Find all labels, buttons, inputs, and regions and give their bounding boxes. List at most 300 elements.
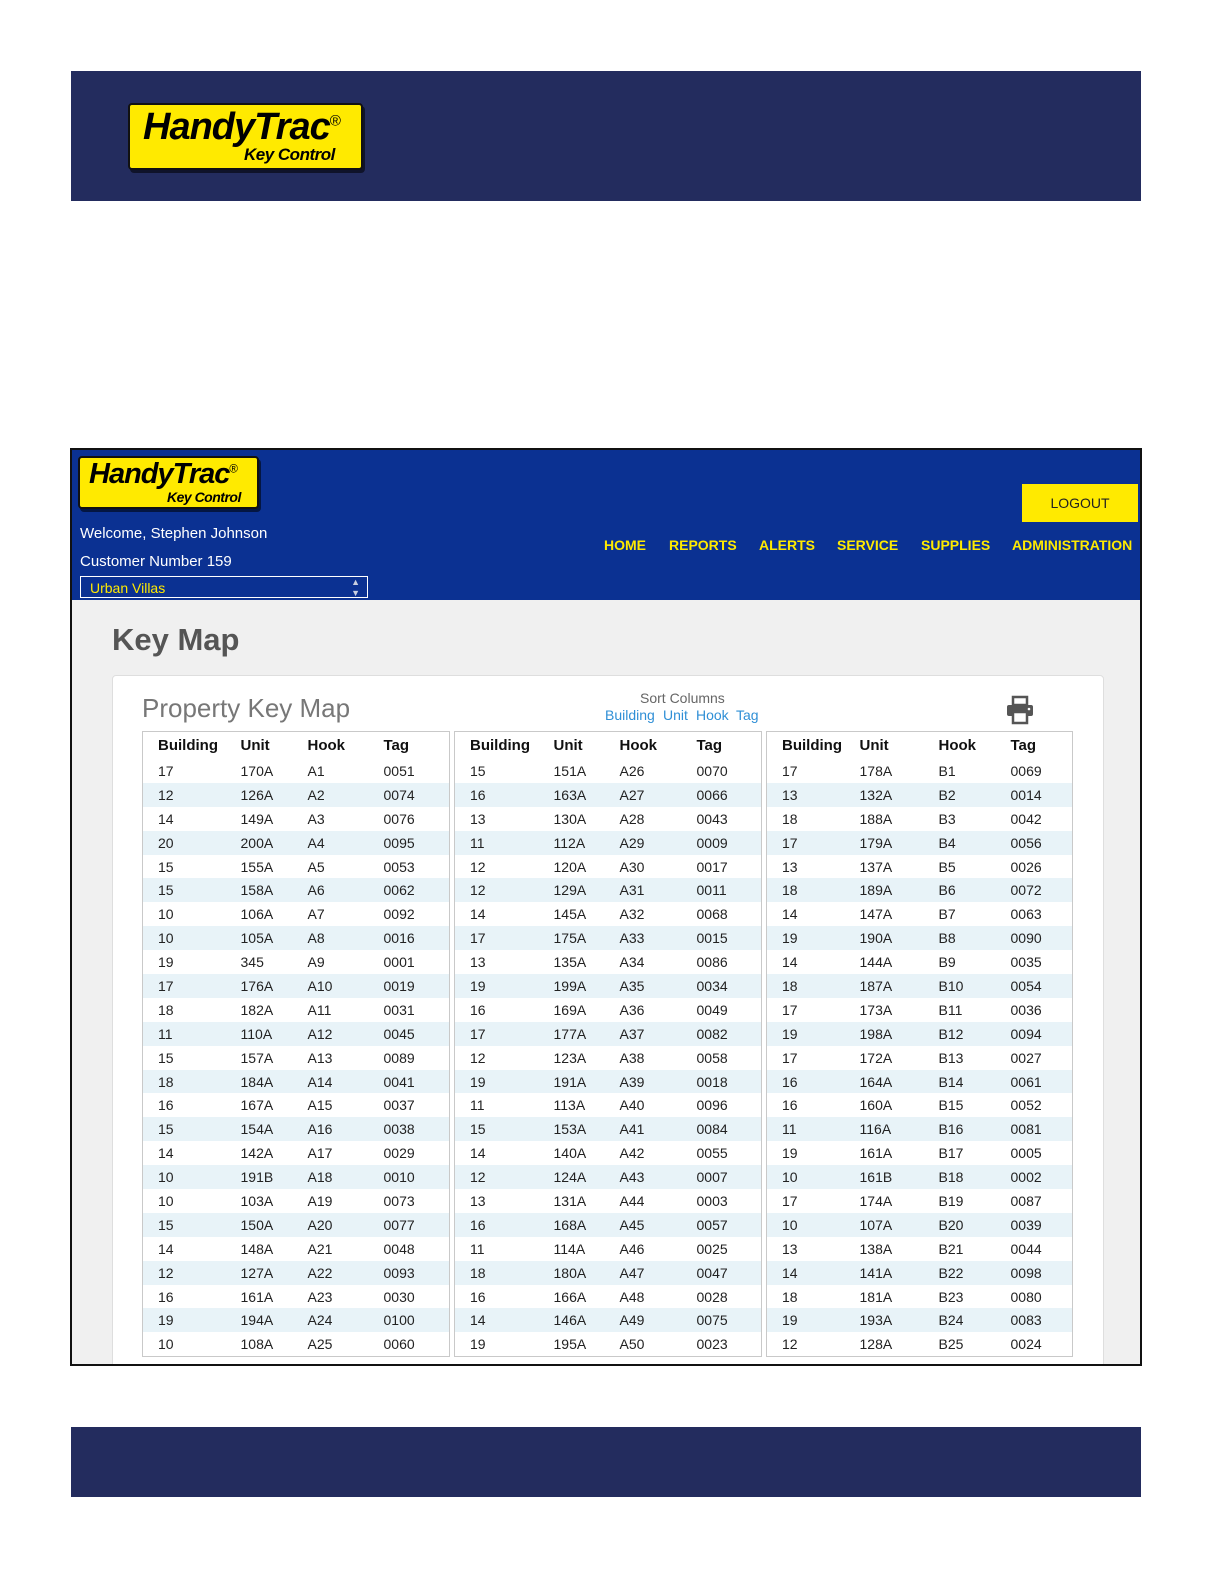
cell-building: 17 [782, 1001, 798, 1018]
cell-tag: 0061 [1011, 1070, 1073, 1094]
sort-unit-link[interactable]: Unit [663, 707, 688, 723]
cell-building: 10 [158, 1192, 174, 1209]
cell-unit: 160A [859, 1097, 893, 1114]
cell-unit: 113A [553, 1097, 586, 1114]
table-row [767, 1070, 1073, 1094]
cell-hook: A45 [620, 1213, 697, 1237]
cell-tag: 0074 [384, 783, 450, 807]
cell-tag: 0009 [697, 831, 762, 855]
nav-supplies[interactable]: SUPPLIES [921, 537, 991, 553]
cell-hook: B13 [938, 1049, 964, 1066]
cell-tag: 0005 [1010, 1145, 1042, 1162]
cell-hook: A18 [308, 1165, 384, 1189]
column-header-unit[interactable]: Unit [553, 737, 583, 754]
table-row [143, 1285, 450, 1309]
cell-hook: B11 [938, 1001, 963, 1018]
cell-unit: 163A [554, 783, 620, 807]
cell-unit: 178A [859, 762, 893, 779]
table-row [143, 1093, 450, 1117]
cell-tag: 0081 [1011, 1117, 1073, 1141]
cell-hook: A26 [619, 762, 645, 779]
cell-tag: 0093 [384, 1261, 450, 1285]
table-row [455, 1332, 762, 1356]
cell-building: 19 [455, 974, 554, 998]
cell-hook: B25 [938, 1336, 964, 1353]
cell-hook: B18 [939, 1165, 1011, 1189]
cell-unit: 167A [240, 1097, 274, 1114]
cell-unit: 194A [241, 1308, 308, 1332]
cell-building: 16 [455, 783, 554, 807]
cell-unit: 175A [554, 926, 620, 950]
table-row [767, 783, 1073, 807]
table-row [455, 1285, 762, 1309]
table-header-row [455, 732, 762, 760]
table-row [143, 926, 450, 950]
cell-building: 15 [455, 1117, 554, 1141]
cell-building: 11 [470, 1240, 485, 1257]
table-row [767, 759, 1073, 783]
cell-tag: 0053 [383, 858, 415, 875]
cell-building: 12 [455, 878, 554, 902]
cell-building: 17 [455, 926, 554, 950]
cell-building: 20 [143, 831, 241, 855]
table-row [143, 1308, 450, 1332]
cell-tag: 0096 [696, 1097, 728, 1114]
column-header-hook[interactable]: Hook [619, 737, 657, 754]
column-header-hook[interactable]: Hook [307, 737, 345, 754]
table-row [455, 1261, 762, 1285]
cell-building: 17 [455, 1022, 554, 1046]
cell-tag: 0055 [696, 1145, 728, 1162]
table-row [767, 1213, 1073, 1237]
cell-unit: 131A [553, 1192, 587, 1209]
cell-hook: A41 [620, 1117, 697, 1141]
cell-building: 15 [143, 878, 241, 902]
cell-hook: A21 [307, 1240, 333, 1257]
table-row [767, 950, 1073, 974]
cell-hook: A30 [619, 858, 645, 875]
cell-unit: 135A [553, 954, 587, 971]
cell-unit: 200A [241, 831, 308, 855]
cell-unit: 195A [553, 1336, 587, 1353]
cell-hook: B19 [938, 1192, 964, 1209]
cell-hook: A25 [307, 1336, 333, 1353]
table-row [767, 1093, 1073, 1117]
cell-hook: A11 [307, 1001, 332, 1018]
cell-building: 11 [767, 1117, 860, 1141]
cell-building: 11 [143, 1022, 241, 1046]
cell-building: 17 [158, 762, 174, 779]
column-header-tag[interactable]: Tag [1010, 737, 1037, 754]
cell-unit: 138A [859, 1240, 893, 1257]
cell-hook: B23 [938, 1288, 964, 1305]
welcome-text: Welcome, Stephen Johnson [80, 525, 268, 542]
cell-hook: B1 [938, 762, 956, 779]
cell-tag: 0054 [1011, 974, 1073, 998]
cell-building: 12 [455, 1165, 554, 1189]
table-row [455, 1165, 762, 1189]
cell-building: 10 [767, 1165, 860, 1189]
table-row [143, 878, 450, 902]
cell-hook: B12 [939, 1022, 1011, 1046]
table-row [767, 878, 1073, 902]
cell-building: 19 [767, 1022, 860, 1046]
cell-hook: A16 [308, 1117, 384, 1141]
cell-unit: 140A [553, 1145, 587, 1162]
cell-unit: 184A [241, 1070, 308, 1094]
table-row [455, 1093, 762, 1117]
cell-tag: 0025 [696, 1240, 728, 1257]
cell-tag: 0026 [1010, 858, 1042, 875]
table-row [143, 1213, 450, 1237]
cell-tag: 0084 [697, 1117, 762, 1141]
cell-unit: 149A [240, 810, 274, 827]
cell-building: 17 [782, 1192, 798, 1209]
cell-unit: 120A [553, 858, 587, 875]
cell-tag: 0027 [1010, 1049, 1042, 1066]
cell-tag: 0060 [383, 1336, 415, 1353]
cell-hook: B17 [938, 1145, 964, 1162]
cell-hook: B6 [939, 878, 1011, 902]
column-header-tag[interactable]: Tag [383, 737, 410, 754]
cell-tag: 0049 [696, 1001, 728, 1018]
cell-unit: 106A [240, 906, 274, 923]
table-row [143, 807, 450, 831]
table-row [143, 1332, 450, 1356]
table-row [767, 1285, 1073, 1309]
cell-tag: 0002 [1011, 1165, 1073, 1189]
cell-tag: 0052 [1010, 1097, 1042, 1114]
cell-unit: 199A [554, 974, 620, 998]
nav-reports[interactable]: REPORTS [669, 537, 737, 553]
cell-unit: 172A [859, 1049, 893, 1066]
cell-hook: B2 [939, 783, 1011, 807]
cell-building: 11 [455, 831, 554, 855]
cell-unit: 124A [554, 1165, 620, 1189]
cell-building: 18 [143, 1070, 241, 1094]
cell-building: 16 [767, 1070, 860, 1094]
property-select[interactable] [80, 576, 368, 598]
page-title: Key Map [112, 622, 240, 657]
cell-hook: A42 [619, 1145, 645, 1162]
cell-building: 10 [158, 906, 174, 923]
table-row [143, 831, 450, 855]
cell-hook: B14 [939, 1070, 1011, 1094]
table-row [143, 1189, 450, 1213]
cell-tag: 0090 [1011, 926, 1073, 950]
cell-unit: 161B [860, 1165, 939, 1189]
cell-hook: A4 [308, 831, 384, 855]
cell-unit: 158A [241, 878, 308, 902]
table-row [455, 855, 762, 879]
cell-tag: 0042 [1010, 810, 1042, 827]
cell-tag: 0044 [1010, 1240, 1042, 1257]
cell-unit: 130A [553, 810, 587, 827]
cell-tag: 0047 [697, 1261, 762, 1285]
cell-tag: 0015 [697, 926, 762, 950]
cell-tag: 0086 [696, 954, 728, 971]
cell-building: 16 [158, 1288, 174, 1305]
cell-tag: 0076 [383, 810, 415, 827]
cell-hook: B8 [939, 926, 1011, 950]
table-row [143, 1046, 450, 1070]
cell-tag: 0075 [697, 1308, 762, 1332]
cell-building: 14 [158, 1240, 174, 1257]
table-row [143, 950, 450, 974]
table-row [455, 1022, 762, 1046]
cell-hook: A9 [307, 954, 325, 971]
table-row [143, 902, 450, 926]
column-header-building[interactable]: Building [158, 737, 218, 754]
cell-hook: A19 [307, 1192, 333, 1209]
cell-hook: A24 [308, 1308, 384, 1332]
column-header-building[interactable]: Building [470, 737, 530, 754]
cell-building: 16 [782, 1097, 798, 1114]
cell-building: 15 [158, 858, 174, 875]
column-header-building[interactable]: Building [782, 737, 842, 754]
cell-tag: 0034 [697, 974, 762, 998]
cell-unit: 107A [860, 1213, 939, 1237]
cell-building: 10 [158, 1336, 174, 1353]
cell-tag: 0072 [1011, 878, 1073, 902]
column-header-unit[interactable]: Unit [859, 737, 889, 754]
cell-hook: A6 [308, 878, 384, 902]
cell-building: 13 [767, 783, 860, 807]
cell-hook: A35 [620, 974, 697, 998]
cell-tag: 0030 [383, 1288, 415, 1305]
cell-building: 18 [158, 1001, 174, 1018]
cell-building: 13 [470, 1192, 486, 1209]
cell-building: 15 [158, 1049, 174, 1066]
cell-hook: A31 [620, 878, 697, 902]
table-row [767, 1237, 1073, 1261]
cell-building: 10 [767, 1213, 860, 1237]
cell-tag: 0028 [696, 1288, 728, 1305]
cell-hook: A23 [307, 1288, 333, 1305]
table-row [143, 998, 450, 1022]
cell-hook: A37 [620, 1022, 697, 1046]
cell-tag: 0023 [696, 1336, 728, 1353]
column-header-hook[interactable]: Hook [938, 737, 976, 754]
cell-tag: 0045 [384, 1022, 450, 1046]
table-row [143, 1165, 450, 1189]
cell-unit: 147A [859, 906, 893, 923]
cell-unit: 190A [860, 926, 939, 950]
cell-building: 15 [143, 1213, 241, 1237]
cell-tag: 0036 [1010, 1001, 1042, 1018]
cell-building: 19 [470, 1336, 486, 1353]
table-row [143, 759, 450, 783]
cell-unit: 179A [860, 831, 939, 855]
cell-unit: 144A [859, 954, 893, 971]
cell-hook: B10 [939, 974, 1011, 998]
cell-tag: 0094 [1011, 1022, 1073, 1046]
cell-tag: 0100 [384, 1308, 450, 1332]
handytrac-logo: HandyTrac® Key Control [128, 103, 363, 170]
cell-unit: 187A [860, 974, 939, 998]
cell-unit: 148A [240, 1240, 274, 1257]
table-row [767, 1189, 1073, 1213]
cell-unit: 110A [241, 1022, 308, 1046]
cell-building: 18 [767, 878, 860, 902]
table-row [767, 926, 1073, 950]
cell-building: 12 [782, 1336, 798, 1353]
cell-unit: 176A [241, 974, 308, 998]
table-row [455, 998, 762, 1022]
table-row [767, 855, 1073, 879]
cell-hook: A28 [619, 810, 645, 827]
key-map-table-2 [454, 731, 762, 1357]
cell-unit: 141A [860, 1261, 939, 1285]
cell-tag: 0083 [1011, 1308, 1073, 1332]
cell-unit: 126A [241, 783, 308, 807]
cell-building: 19 [158, 954, 174, 971]
table-header-row [767, 732, 1073, 760]
cell-tag: 0010 [384, 1165, 450, 1189]
cell-hook: A7 [307, 906, 325, 923]
cell-hook: A34 [619, 954, 645, 971]
table-row [455, 878, 762, 902]
nav-home[interactable]: HOME [604, 537, 646, 553]
printer-icon[interactable] [1005, 695, 1035, 725]
cell-unit: 182A [240, 1001, 274, 1018]
sort-hook-link[interactable]: Hook [696, 707, 729, 723]
cell-tag: 0024 [1010, 1336, 1042, 1353]
cell-hook: B21 [938, 1240, 964, 1257]
cell-tag: 0062 [384, 878, 450, 902]
cell-unit: 127A [241, 1261, 308, 1285]
cell-building: 16 [455, 1213, 554, 1237]
panel-title: Property Key Map [142, 693, 351, 723]
cell-unit: 170A [240, 762, 274, 779]
table-row [767, 1117, 1073, 1141]
sort-building-link[interactable]: Building [605, 707, 655, 723]
cell-hook: B4 [939, 831, 1011, 855]
table-row [143, 855, 450, 879]
nav-service[interactable]: SERVICE [837, 537, 899, 553]
app-logo[interactable]: HandyTrac® Key Control [78, 456, 259, 509]
cell-hook: A44 [619, 1192, 645, 1209]
table-row [767, 1141, 1073, 1165]
table-row [143, 1117, 450, 1141]
cell-tag: 0001 [383, 954, 415, 971]
cell-hook: B5 [938, 858, 956, 875]
table-row [767, 902, 1073, 926]
cell-tag: 0016 [384, 926, 450, 950]
logout-button[interactable]: LOGOUT [1022, 484, 1138, 522]
cell-hook: B3 [938, 810, 956, 827]
cell-tag: 0031 [383, 1001, 415, 1018]
cell-building: 13 [782, 858, 798, 875]
cell-unit: 166A [553, 1288, 587, 1305]
cell-building: 16 [470, 1288, 486, 1305]
key-map-table-3 [766, 731, 1073, 1357]
cell-unit: 108A [240, 1336, 274, 1353]
cell-hook: A27 [620, 783, 697, 807]
cell-unit: 189A [860, 878, 939, 902]
property-select-value: Urban Villas [90, 580, 166, 596]
table-row [767, 1261, 1073, 1285]
cell-tag: 0089 [383, 1049, 415, 1066]
table-row [455, 1070, 762, 1094]
table-row [767, 1022, 1073, 1046]
cell-unit: 116A [860, 1117, 939, 1141]
cell-hook: A38 [619, 1049, 645, 1066]
cell-hook: A40 [619, 1097, 645, 1114]
cell-tag: 0038 [384, 1117, 450, 1141]
cell-building: 15 [470, 762, 486, 779]
cell-unit: 181A [859, 1288, 893, 1305]
cell-building: 16 [158, 1097, 174, 1114]
cell-building: 19 [782, 1145, 798, 1162]
app-screenshot [70, 448, 1142, 1366]
cell-hook: A29 [620, 831, 697, 855]
cell-unit: 129A [554, 878, 620, 902]
cell-tag: 0018 [697, 1070, 762, 1094]
cell-tag: 0037 [383, 1097, 415, 1114]
cell-hook: A15 [307, 1097, 333, 1114]
column-header-tag[interactable]: Tag [696, 737, 723, 754]
cell-building: 19 [143, 1308, 241, 1332]
document-footer-band [71, 1427, 1141, 1497]
table-row [455, 807, 762, 831]
table-row [767, 998, 1073, 1022]
cell-building: 17 [782, 1049, 798, 1066]
cell-tag: 0014 [1011, 783, 1073, 807]
table-row [143, 974, 450, 998]
cell-unit: 157A [240, 1049, 274, 1066]
key-map-table-1 [142, 731, 450, 1357]
cell-building: 14 [782, 906, 798, 923]
table-row [455, 1308, 762, 1332]
cell-hook: A12 [308, 1022, 384, 1046]
cell-unit: 191B [241, 1165, 308, 1189]
cell-hook: A36 [619, 1001, 645, 1018]
table-row [143, 1070, 450, 1094]
nav-alerts[interactable]: ALERTS [759, 537, 815, 553]
cell-building: 10 [143, 926, 241, 950]
column-header-unit[interactable]: Unit [240, 737, 270, 754]
cell-hook: A17 [307, 1145, 333, 1162]
cell-building: 19 [455, 1070, 554, 1094]
cell-tag: 0082 [697, 1022, 762, 1046]
table-row [455, 1117, 762, 1141]
cell-hook: A2 [308, 783, 384, 807]
cell-hook: A43 [620, 1165, 697, 1189]
cell-unit: 345 [240, 954, 264, 971]
cell-building: 12 [143, 1261, 241, 1285]
cell-unit: 174A [859, 1192, 893, 1209]
cell-hook: A32 [619, 906, 645, 923]
cell-building: 14 [782, 954, 798, 971]
cell-hook: B20 [939, 1213, 1011, 1237]
cell-building: 14 [470, 1145, 486, 1162]
cell-unit: 188A [859, 810, 893, 827]
cell-tag: 0098 [1011, 1261, 1073, 1285]
nav-administration[interactable]: ADMINISTRATION [1012, 537, 1133, 553]
sort-tag-link[interactable]: Tag [736, 707, 759, 723]
cell-hook: B7 [938, 906, 956, 923]
cell-tag: 0011 [697, 878, 762, 902]
cell-unit: 154A [241, 1117, 308, 1141]
cell-building: 14 [767, 1261, 860, 1285]
cell-hook: A20 [308, 1213, 384, 1237]
cell-tag: 0058 [696, 1049, 728, 1066]
cell-hook: B22 [939, 1261, 1011, 1285]
cell-unit: 198A [860, 1022, 939, 1046]
table-row [767, 1165, 1073, 1189]
table-row [143, 1141, 450, 1165]
